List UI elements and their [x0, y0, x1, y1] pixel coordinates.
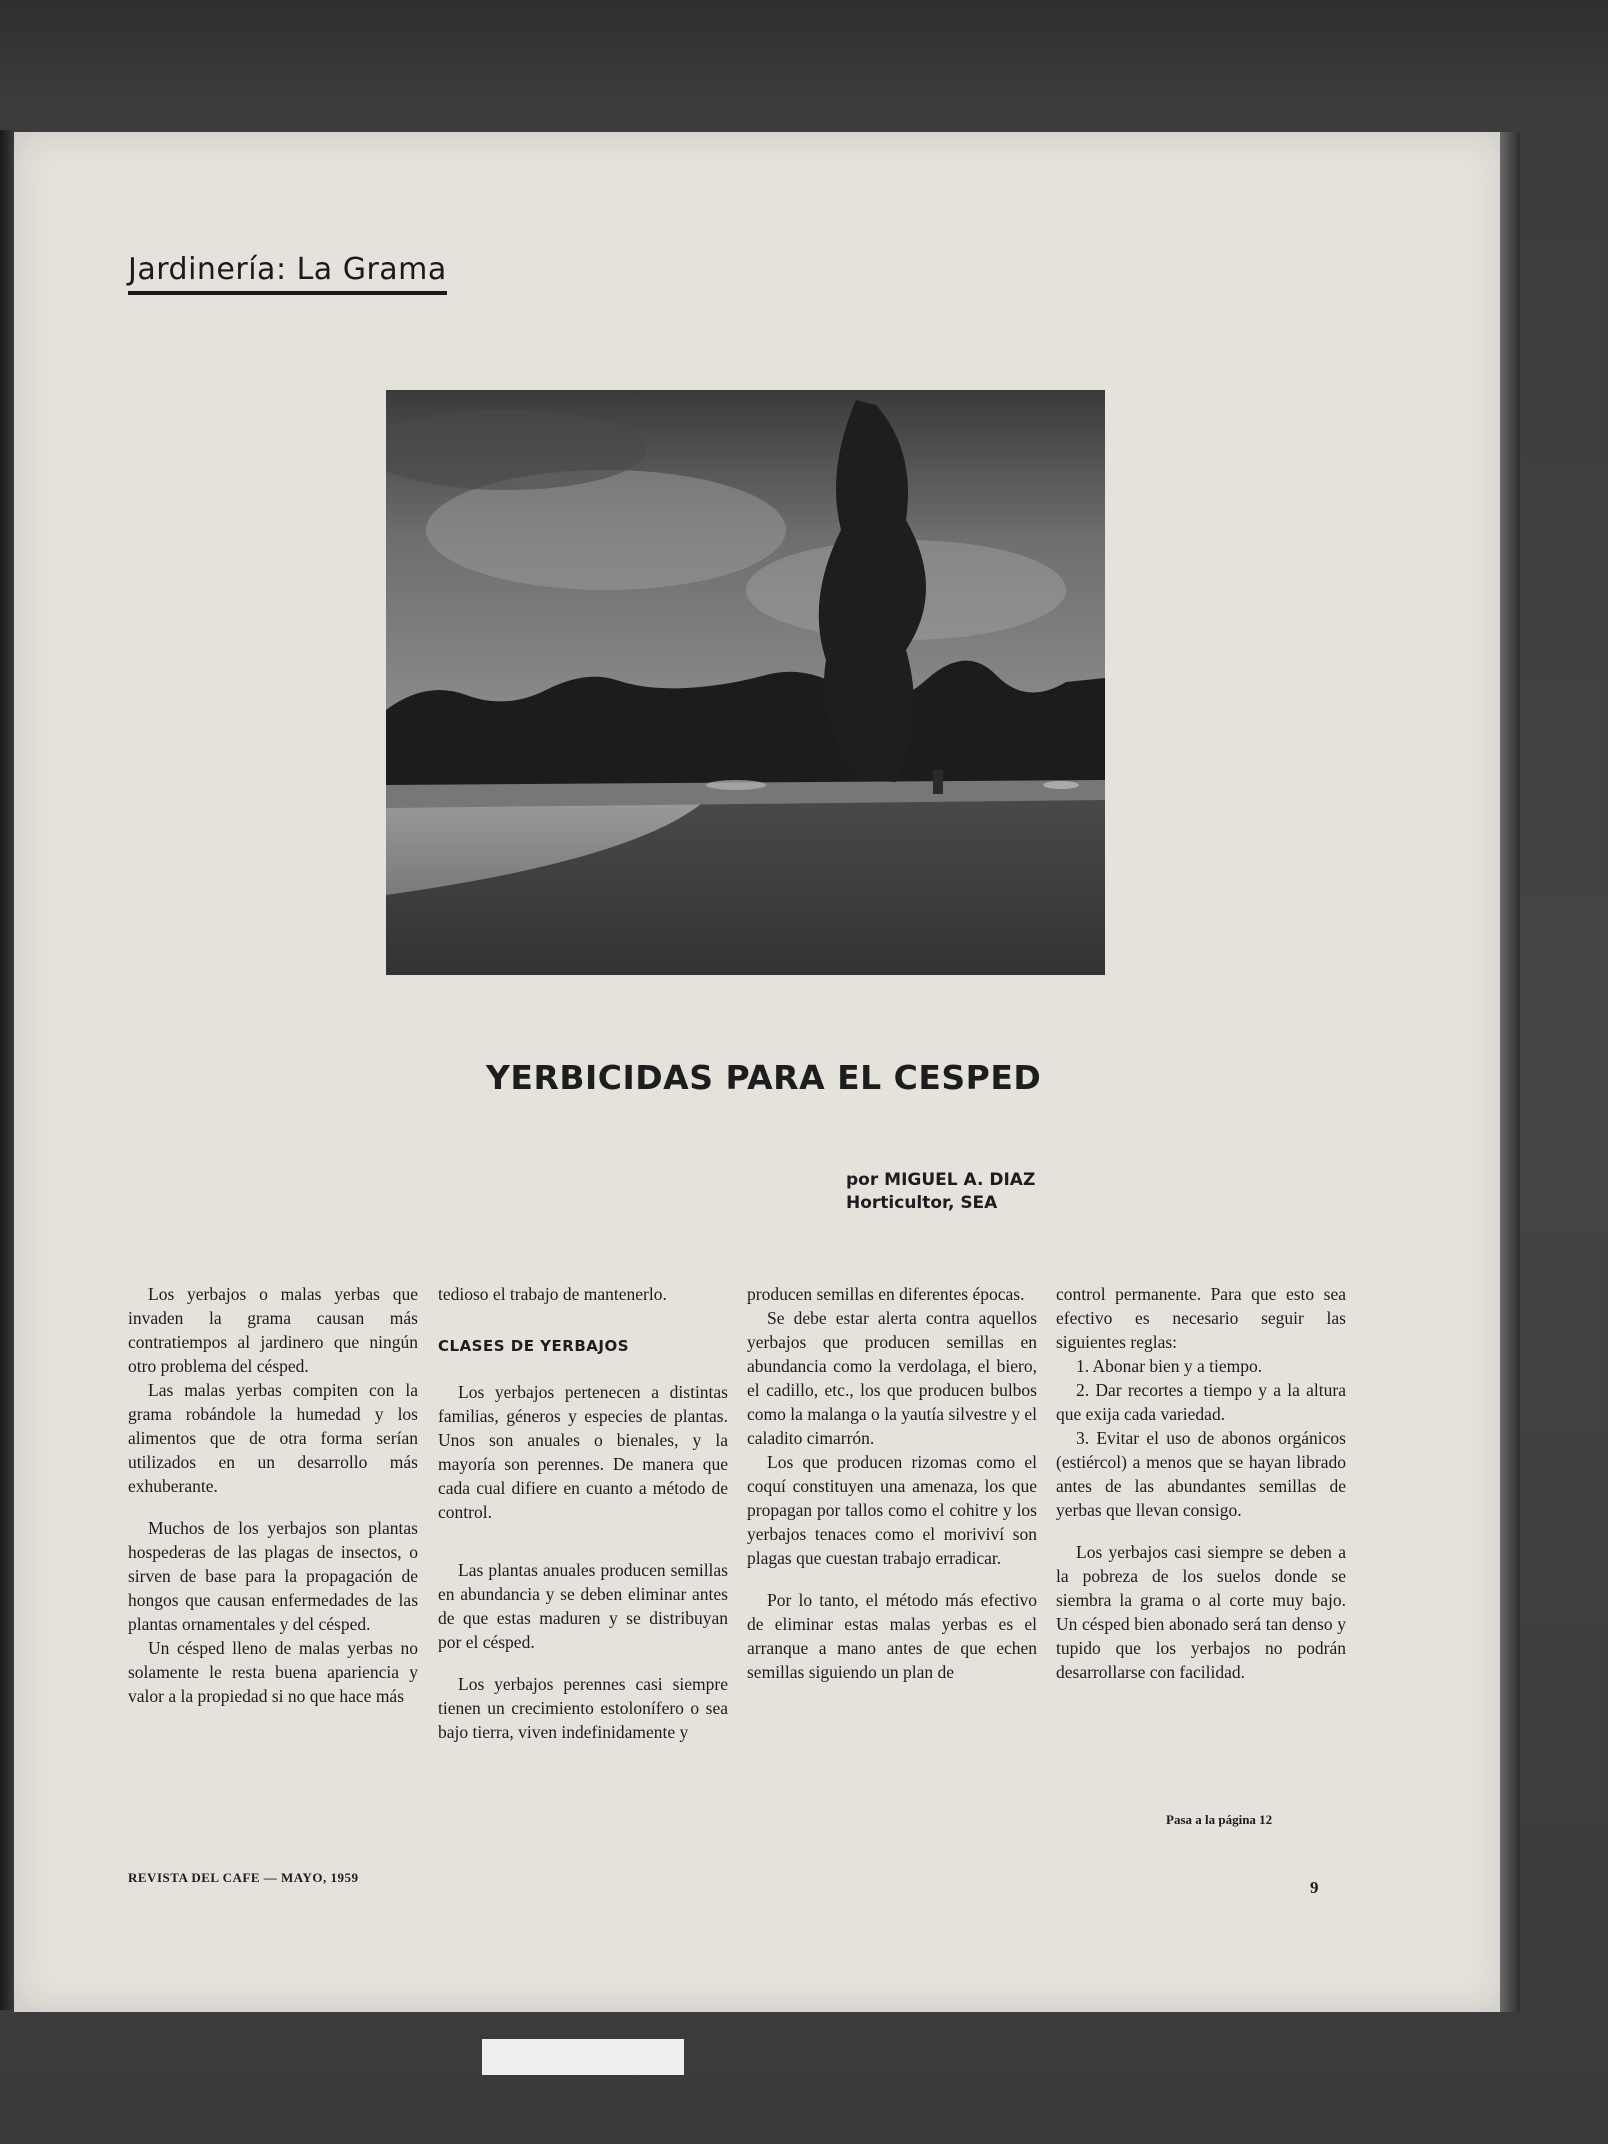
scanner-tab [482, 2039, 684, 2075]
footer-publication: REVISTA DEL CAFE — MAYO, 1959 [128, 1870, 359, 1885]
page-right-edge-shadow [1500, 132, 1520, 2012]
paragraph: Los yerbajos perennes casi siempre tienen un crecimiento estolonífero o sea bajo tierra, viven indefinidamente y [438, 1674, 728, 1742]
paragraph: tedioso el trabajo de mantenerlo. [438, 1284, 667, 1304]
paragraph: Los yerbajos o malas yerbas que invaden la grama causan más contratiempos al jardinero que ningún otro problema del césped. [128, 1284, 418, 1376]
list-item: 3. Evitar el uso de abonos orgánicos (estiércol) a menos que se hayan librado antes de las abundantes semillas de yerbas que llevan consigo. [1056, 1428, 1346, 1520]
paragraph: Por lo tanto, el método más efectivo de eliminar estas malas yerbas es el arranque a mano antes de que echen semillas siguiendo un plan de [747, 1590, 1037, 1682]
list-item: 1. Abonar bien y a tiempo. [1076, 1356, 1263, 1376]
paragraph: Las malas yerbas compiten con la grama robándole la humedad y los alimentos que de otra forma serían utilizados en un desarrollo más exhuberante. [128, 1380, 418, 1496]
subheading: CLASES DE YERBAJOS [438, 1337, 630, 1355]
paragraph: Muchos de los yerbajos son plantas hospederas de las plagas de insectos, o sirven de base para la propagación de hongos que causan enfermedades de las plantas ornamentales y del césped. [128, 1518, 418, 1634]
landscape-photo-image [386, 390, 1105, 975]
article-title: YERBICIDAS PARA EL CESPED [486, 1058, 1042, 1097]
continued-notice: Pasa a la página 12 [1166, 1812, 1273, 1827]
page-left-edge [0, 130, 14, 2010]
author-title: Horticultor, SEA [846, 1193, 998, 1213]
paragraph: Las plantas anuales producen semillas en abundancia y se deben eliminar antes de que estas maduren y se distribuyan por el césped. [438, 1560, 728, 1652]
paragraph: Los yerbajos casi siempre se deben a la pobreza de los suelos donde se siembra la grama o al corte muy bajo. Un césped bien abonado será tan denso y tupido que los yerbajos no podrán desarrollarse con facilidad. [1056, 1542, 1346, 1682]
paragraph: Un césped lleno de malas yerbas no solamente le resta buena apariencia y valor a la propiedad si no que hace más [128, 1638, 418, 1706]
page-number: 9 [1310, 1878, 1319, 1897]
text-column-4 [1056, 1282, 1346, 1684]
section-header: Jardinería: La Grama [128, 252, 447, 295]
paragraph: Los que producen rizomas como el coquí constituyen una amenaza, los que propagan por tallos como el cohitre y los yerbajos tenaces como el moriviví son plagas que cuestan trabajo erradicar. [747, 1452, 1037, 1568]
byline [846, 1169, 1035, 1215]
paragraph: Los yerbajos pertenecen a distintas familias, géneros y especies de plantas. Unos son anuales o bienales, y la mayoría son perennes. De manera que cada cual difiere en cuanto a método de control. [438, 1382, 728, 1522]
paragraph: Se debe estar alerta contra aquellos yerbajos que producen semillas en abundancia como la verdolaga, el biero, el cadillo, etc., los que producen bulbos como la malanga o la yautía silvestre y el caladito cimarrón. [747, 1308, 1037, 1448]
text-column-3 [747, 1282, 1037, 1684]
list-item: 2. Dar recortes a tiempo y a la altura que exija cada variedad. [1056, 1380, 1346, 1424]
text-column-2 [438, 1282, 728, 1744]
author-name: por MIGUEL A. DIAZ [846, 1170, 1036, 1190]
paragraph: control permanente. Para que esto sea efectivo es necesario seguir las siguientes reglas: [1056, 1284, 1346, 1352]
text-column-1 [128, 1282, 418, 1708]
rules-list [1056, 1354, 1346, 1522]
paragraph: producen semillas en diferentes épocas. [747, 1284, 1025, 1304]
landscape-photo [386, 390, 1105, 975]
